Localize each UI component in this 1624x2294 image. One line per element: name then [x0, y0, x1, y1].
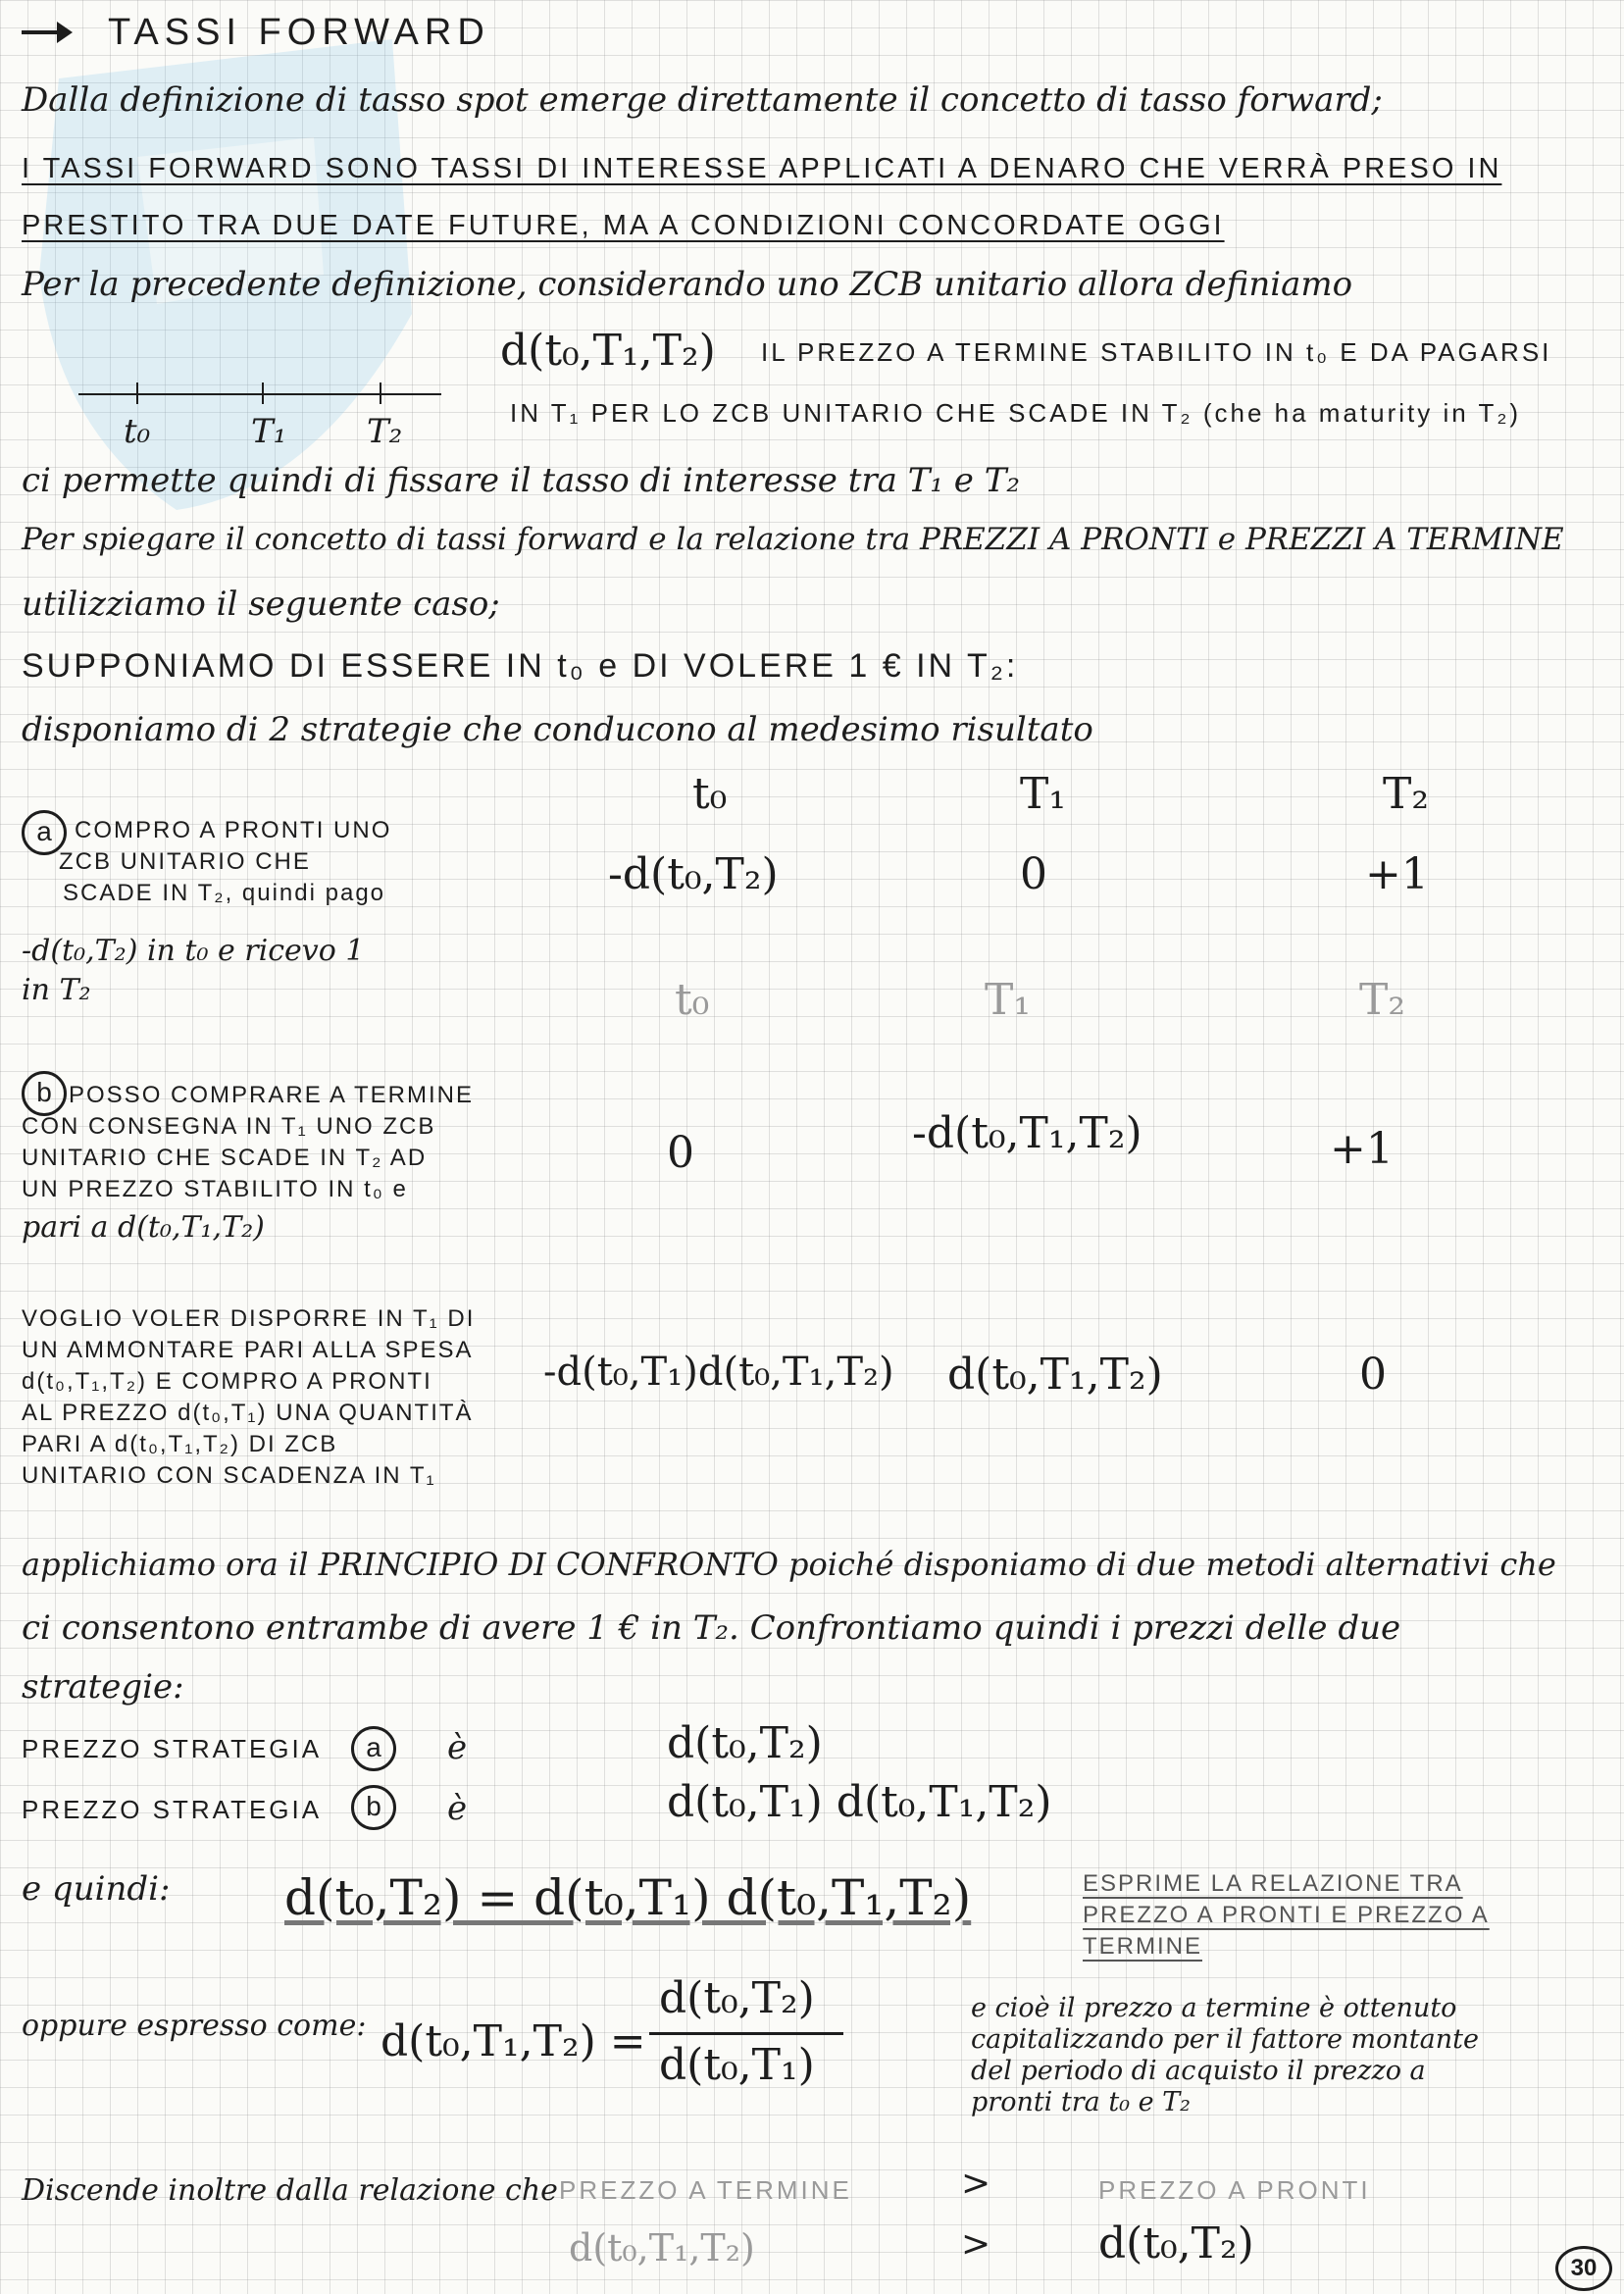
rate-line: ci permette quindi di fissare il tasso di interesse tra T₁ e T₂: [22, 461, 1021, 500]
strategy-b2-text-1: VOGLIO VOLER DISPORRE IN T₁ DI: [22, 1305, 476, 1332]
strategy-b-text-2: CON CONSEGNA IN T₁ UNO ZCB: [22, 1113, 436, 1140]
inequality-right: d(t₀,T₂): [1098, 2218, 1254, 2269]
column-header-t1: T₁: [1020, 769, 1066, 819]
price-a-value: d(t₀,T₂): [667, 1718, 823, 1768]
therefore-label: e quindi:: [22, 1869, 171, 1909]
strategy-b2-flow-t1: d(t₀,T₁,T₂): [947, 1350, 1163, 1400]
strategy-a-text-2: ZCB UNITARIO CHE: [59, 848, 311, 875]
inequality-op: >: [961, 2224, 991, 2265]
faint-header-t1: T₁: [985, 975, 1031, 1025]
explain-line-1: Per spiegare il concetto di tassi forward e la relazione tra PREZZI A PRONTI e PREZZI A TERMINE: [22, 522, 1564, 557]
strategy-b-flow-t0: 0: [667, 1128, 694, 1178]
strategy-b2-text-4: AL PREZZO d(t₀,T₁) UNA QUANTITÀ: [22, 1400, 474, 1426]
alt-expr-label: oppure espresso come:: [22, 2009, 367, 2043]
timeline-axis: [78, 379, 451, 408]
zcb-line: Per la precedente definizione, considerando uno ZCB unitario allora definiamo: [22, 265, 1353, 304]
timeline-label-t2: T₂: [367, 412, 403, 451]
strategy-a-flow-t0: -d(t₀,T₂): [608, 849, 779, 899]
inequality-left: d(t₀,T₁,T₂): [569, 2226, 755, 2269]
strategy-b-marker: b: [22, 1071, 67, 1116]
fraction-note-4: pronti tra t₀ e T₂: [971, 2087, 1191, 2117]
fraction-numerator: d(t₀,T₂): [659, 1973, 815, 2023]
follows-line-text: Discende inoltre dalla relazione che: [22, 2173, 558, 2208]
strategy-b-flow-t1: -d(t₀,T₁,T₂): [912, 1108, 1142, 1158]
price-b-marker: b: [351, 1785, 396, 1830]
strategy-b-text-1: POSSO COMPRARE A TERMINE: [69, 1082, 474, 1108]
price-a-marker: a: [351, 1726, 396, 1771]
relation-note-2: PREZZO A PRONTI E PREZZO A: [1083, 1902, 1490, 1928]
fraction-note-1: e cioè il prezzo a termine è ottenuto: [971, 1993, 1457, 2023]
price-b-verb: è: [447, 1789, 468, 1828]
strategies-line: disponiamo di 2 strategie che conducono al medesimo risultato: [22, 710, 1093, 749]
strategy-a-flow-t1: 0: [1020, 849, 1047, 899]
strategy-b2-flow-t0: -d(t₀,T₁)d(t₀,T₁,T₂): [543, 1350, 894, 1395]
strategy-a-text-1: COMPRO A PRONTI UNO: [75, 817, 392, 843]
apply-line-1: applichiamo ora il PRINCIPIO DI CONFRONTO poiché disponiamo di due metodi alternativi che: [22, 1546, 1556, 1583]
strategy-b-text-5: pari a d(t₀,T₁,T₂): [22, 1210, 265, 1245]
fraction-note-3: del periodo di acquisto il prezzo a: [971, 2056, 1426, 2086]
fraction-note-2: capitalizzando per il fattore montante: [971, 2024, 1479, 2055]
column-header-t0: t₀: [692, 769, 728, 819]
forward-price-desc-2: IN T₁ PER LO ZCB UNITARIO CHE SCADE IN T₂ (che ha maturity in T₂): [510, 398, 1522, 428]
follows-line-right: PREZZO A PRONTI: [1098, 2175, 1371, 2205]
timeline-label-t1: T₁: [251, 412, 287, 451]
relation-note-3: TERMINE: [1083, 1933, 1202, 1960]
definition-line-1: I TASSI FORWARD SONO TASSI DI INTERESSE APPLICATI A DENARO CHE VERRÀ PRESO IN: [22, 153, 1502, 184]
strategy-a-note-1: -d(t₀,T₂) in t₀ e ricevo 1: [22, 934, 365, 968]
strategy-b2-text-5: PARI A d(t₀,T₁,T₂) DI ZCB: [22, 1431, 338, 1457]
price-b-value: d(t₀,T₁) d(t₀,T₁,T₂): [667, 1777, 1052, 1827]
strategy-b2-text-2: UN AMMONTARE PARI ALLA SPESA: [22, 1337, 474, 1363]
strategy-b2-text-3: d(t₀,T₁,T₂) E COMPRO A PRONTI: [22, 1368, 432, 1395]
explain-line-2: utilizziamo il seguente caso;: [22, 585, 500, 624]
price-a-verb: è: [447, 1728, 468, 1767]
relation-note-1: ESPRIME LA RELAZIONE TRA: [1083, 1870, 1463, 1897]
fraction-lhs: d(t₀,T₁,T₂) =: [381, 2016, 646, 2066]
strategy-a-text-3: SCADE IN T₂, quindi pago: [63, 880, 386, 906]
main-equation: d(t₀,T₂) = d(t₀,T₁) d(t₀,T₁,T₂): [284, 1869, 972, 1926]
strategy-b-flow-t2: +1: [1330, 1124, 1394, 1174]
fraction-bar: [649, 2032, 843, 2035]
strategy-a-note-2: in T₂: [22, 973, 91, 1007]
faint-header-t2: T₂: [1359, 975, 1405, 1025]
page-title: TASSI FORWARD: [108, 12, 490, 53]
apply-line-3: strategie:: [22, 1667, 184, 1707]
faint-header-t0: t₀: [675, 975, 710, 1025]
strategy-a-marker: a: [22, 810, 67, 855]
page-number: 30: [1555, 2246, 1612, 2291]
definition-line-2: PRESTITO TRA DUE DATE FUTURE, MA A CONDIZIONI CONCORDATE OGGI: [22, 210, 1225, 241]
strategy-b-text-3: UNITARIO CHE SCADE IN T₂ AD: [22, 1145, 428, 1171]
forward-price-desc-1: IL PREZZO A TERMINE STABILITO IN t₀ E DA PAGARSI: [761, 337, 1552, 367]
apply-line-2: ci consentono entrambe di avere 1 € in T₂. Confrontiamo quindi i prezzi delle due: [22, 1608, 1401, 1648]
price-b-label: PREZZO STRATEGIA: [22, 1795, 323, 1824]
forward-price-symbol: d(t₀,T₁,T₂): [500, 326, 716, 376]
strategy-a-flow-t2: +1: [1365, 849, 1429, 899]
follows-line-left: PREZZO A TERMINE: [559, 2175, 852, 2205]
column-header-t2: T₂: [1383, 769, 1429, 819]
strategy-b2-flow-t2: 0: [1359, 1350, 1387, 1400]
timeline-label-t0: t₀: [124, 412, 151, 451]
title-arrow-icon: [18, 14, 76, 51]
fraction-denominator: d(t₀,T₁): [659, 2040, 815, 2090]
strategy-b2-text-6: UNITARIO CON SCADENZA IN T₁: [22, 1462, 436, 1489]
intro-line: Dalla definizione di tasso spot emerge direttamente il concetto di tasso forward;: [22, 80, 1383, 120]
follows-line-op: >: [961, 2164, 991, 2204]
price-a-label: PREZZO STRATEGIA: [22, 1734, 323, 1763]
strategy-b-text-4: UN PREZZO STABILITO IN t₀ e: [22, 1176, 408, 1202]
suppose-line: SUPPONIAMO DI ESSERE IN t₀ e DI VOLERE 1 € IN T₂:: [22, 647, 1019, 685]
